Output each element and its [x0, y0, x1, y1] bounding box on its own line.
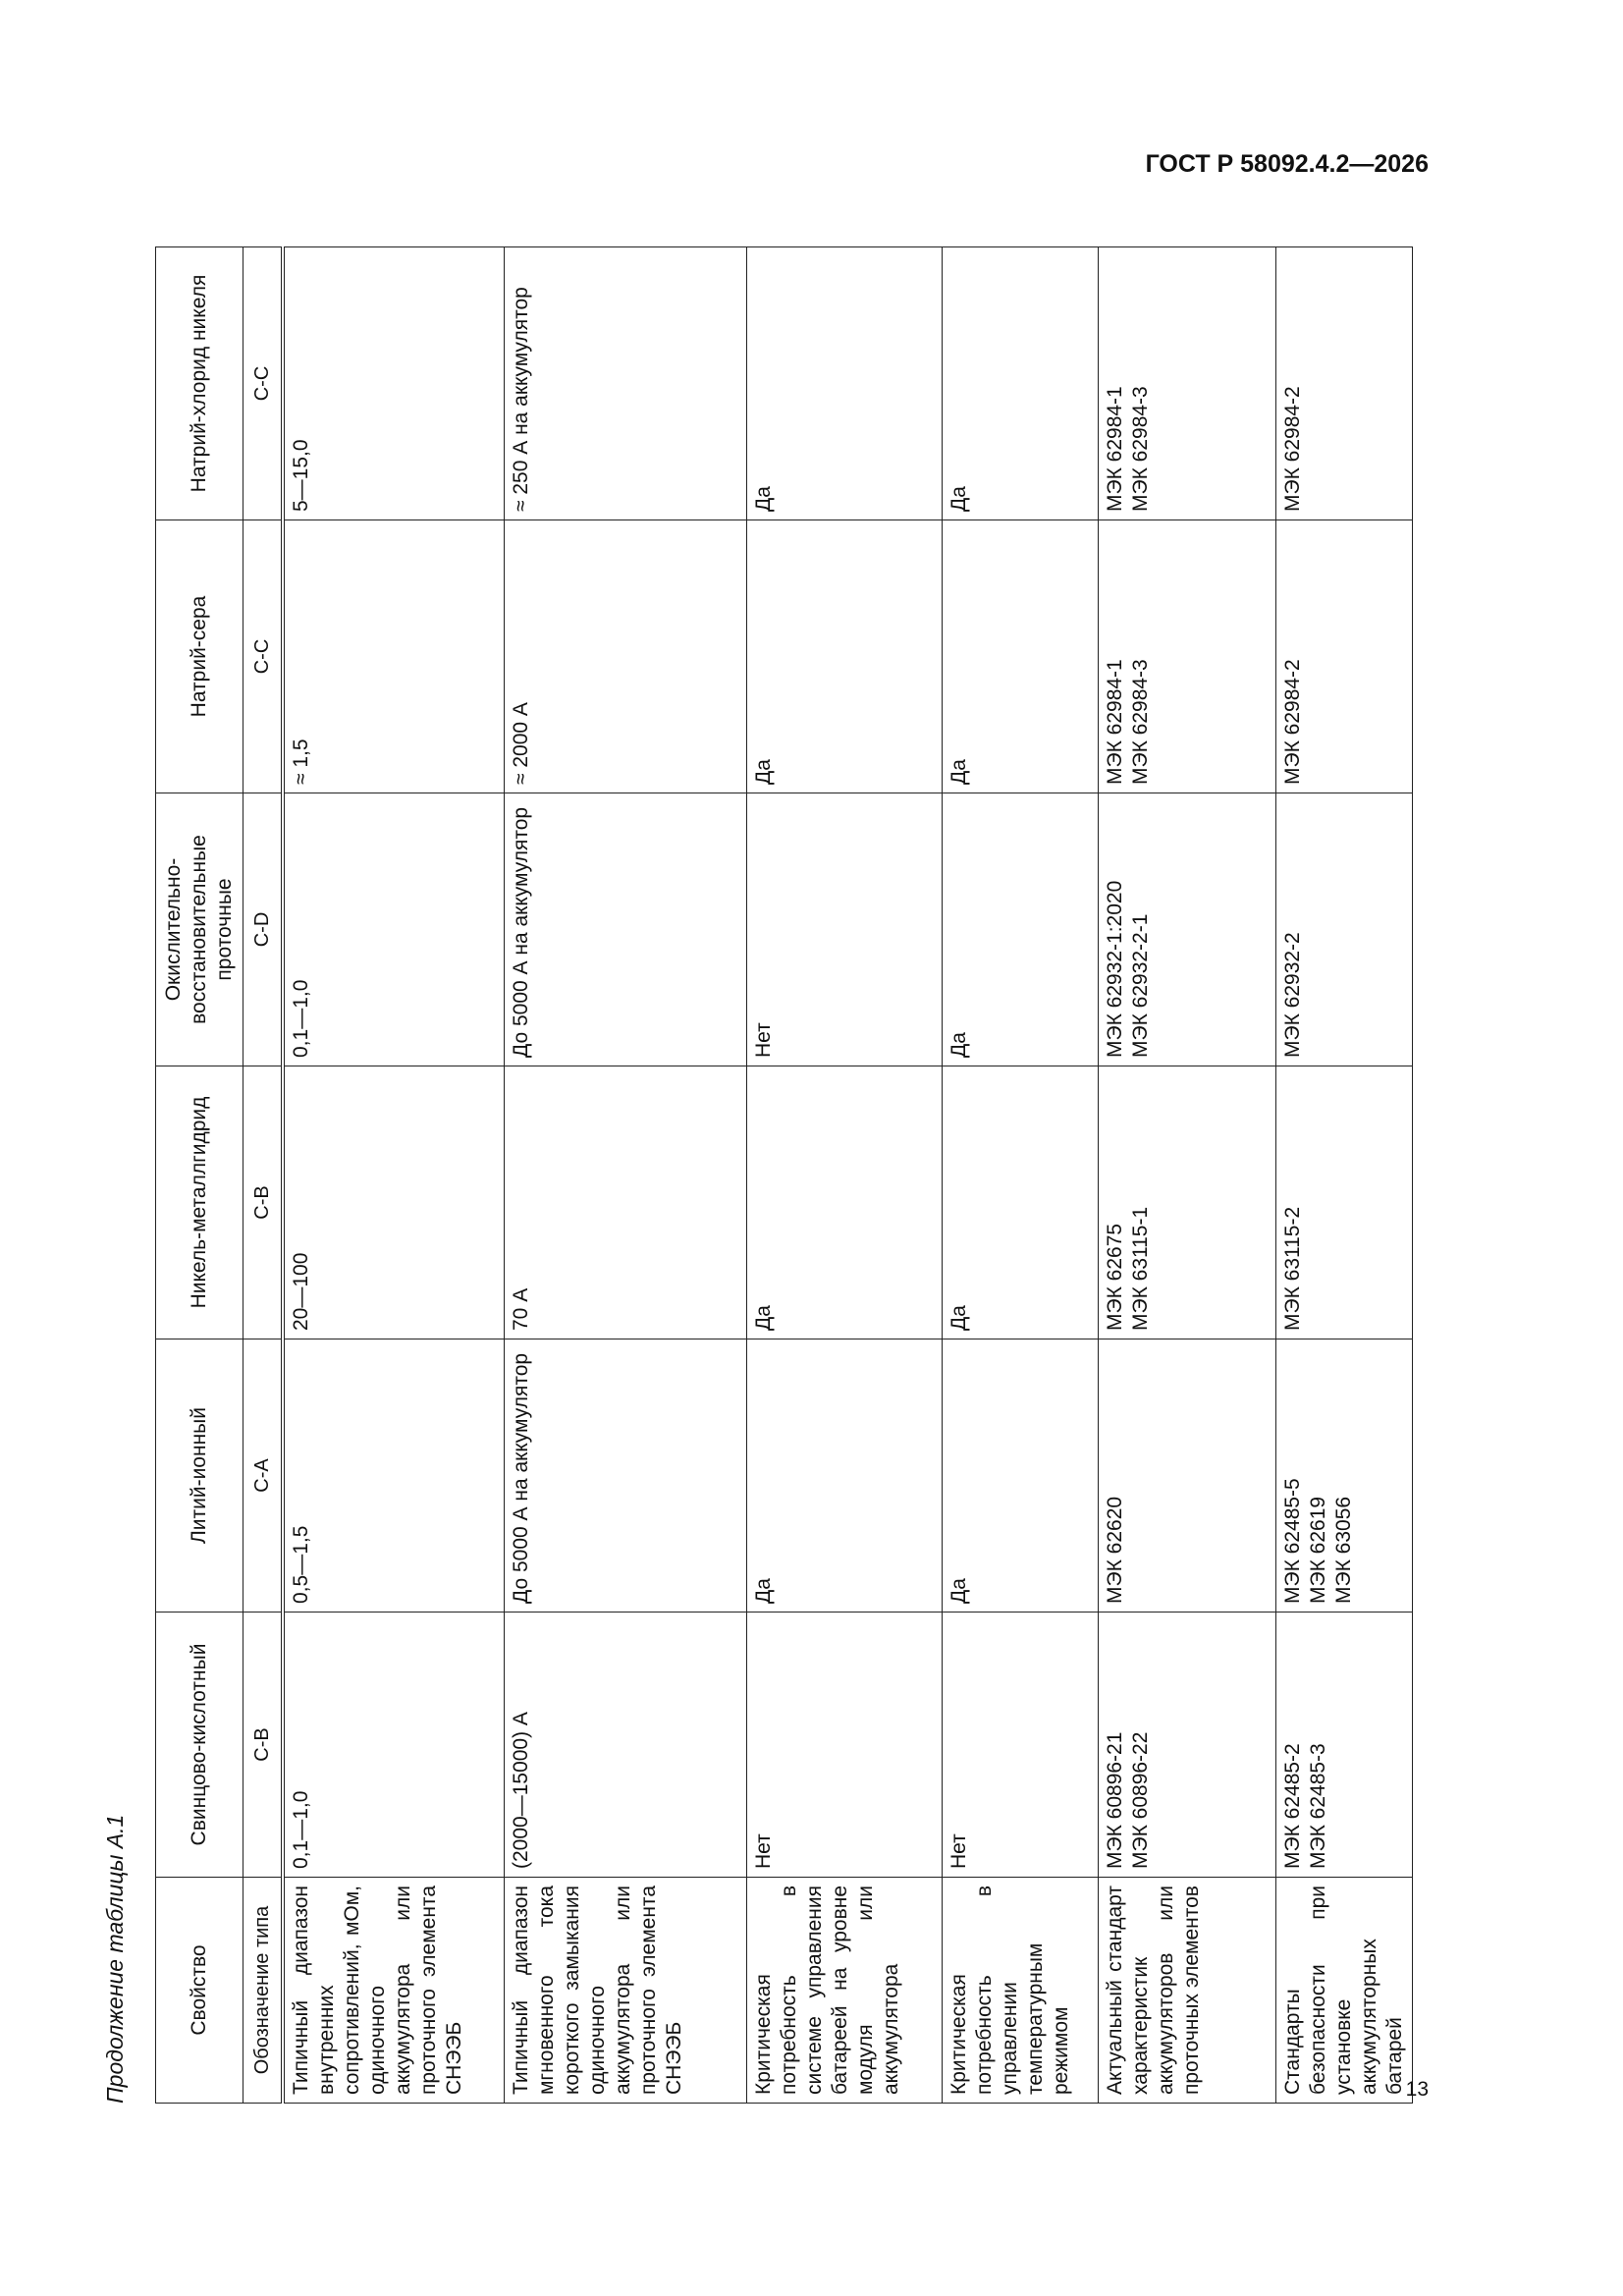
- value-cell: 0,1—1,0: [283, 1613, 505, 1878]
- value-cell: 5—15,0: [283, 247, 505, 520]
- value-cell: Да: [747, 247, 943, 520]
- value-cell: МЭК 62932-1:2020 МЭК 62932-2-1: [1099, 793, 1276, 1066]
- value-cell: (2000—15000) А: [505, 1613, 747, 1878]
- value-cell: Нет: [943, 1613, 1099, 1878]
- type-code-cell: C-A: [243, 1339, 284, 1613]
- property-cell: Стандарты безопасности при установке аккумуляторных батарей: [1276, 1878, 1413, 2104]
- property-cell: Критическая потребность в системе управления батареей на уровне модуля или аккумулятора: [747, 1878, 943, 2104]
- type-code-cell: C-C: [243, 247, 284, 520]
- value-cell: Да: [747, 1066, 943, 1339]
- table-row: [283, 247, 505, 2104]
- value-cell: 20—100: [283, 1066, 505, 1339]
- value-cell: Нет: [747, 1613, 943, 1878]
- table-row: [747, 247, 943, 2104]
- value-cell: МЭК 63115-2: [1276, 1066, 1413, 1339]
- table-row: [505, 247, 747, 2104]
- value-cell: Да: [747, 520, 943, 793]
- property-cell: Типичный диапазон мгновенного тока короткого замыкания одиночного аккумулятора или проточного элемента СНЭЭБ: [505, 1878, 747, 2104]
- property-cell: Типичный диапазон внутренних сопротивлений, мОм, одиночного аккумулятора или проточного элемента СНЭЭБ: [283, 1878, 505, 2104]
- value-cell: МЭК 62984-2: [1276, 520, 1413, 793]
- value-cell: Да: [943, 793, 1099, 1066]
- table-row: [943, 247, 1099, 2104]
- value-cell: 0,1—1,0: [283, 793, 505, 1066]
- header-cell: Свинцово-кислотный: [156, 1613, 243, 1878]
- table-header-row: [156, 247, 243, 2104]
- table-caption: Продолжение таблицы А.1: [102, 1814, 128, 2104]
- header-cell: Никель-металлгидрид: [156, 1066, 243, 1339]
- type-code-cell: C-B: [243, 1066, 284, 1339]
- value-cell: Да: [747, 1339, 943, 1613]
- value-cell: МЭК 62984-2: [1276, 247, 1413, 520]
- value-cell: Нет: [747, 793, 943, 1066]
- value-cell: Да: [943, 247, 1099, 520]
- rotated-table-area: [88, 247, 1434, 2104]
- property-cell: Критическая потребность в управлении температурным режимом: [943, 1878, 1099, 2104]
- value-cell: МЭК 62932-2: [1276, 793, 1413, 1066]
- value-cell: 0,5—1,5: [283, 1339, 505, 1613]
- value-cell: ≈ 250 А на аккумулятор: [505, 247, 747, 520]
- value-cell: 70 А: [505, 1066, 747, 1339]
- value-cell: Да: [943, 520, 1099, 793]
- header-cell: Натрий-сера: [156, 520, 243, 793]
- table-row: [1276, 247, 1413, 2104]
- value-cell: ≈ 2000 А: [505, 520, 747, 793]
- value-cell: Да: [943, 1066, 1099, 1339]
- value-cell: ≈ 1,5: [283, 520, 505, 793]
- table-row: [1099, 247, 1276, 2104]
- header-cell: Литий-ионный: [156, 1339, 243, 1613]
- value-cell: До 5000 А на аккумулятор: [505, 1339, 747, 1613]
- value-cell: МЭК 62620: [1099, 1339, 1276, 1613]
- value-cell: Да: [943, 1339, 1099, 1613]
- value-cell: МЭК 62485-5 МЭК 62619 МЭК 63056: [1276, 1339, 1413, 1613]
- battery-properties-table: [155, 246, 1413, 2104]
- value-cell: МЭК 62675 МЭК 63115-1: [1099, 1066, 1276, 1339]
- standard-code: ГОСТ Р 58092.4.2—2026: [1145, 150, 1429, 178]
- type-code-cell: C-B: [243, 1613, 284, 1878]
- property-cell: Актуальный стандарт характеристик аккумуляторов или проточных элементов: [1099, 1878, 1276, 2104]
- value-cell: МЭК 62485-2 МЭК 62485-3: [1276, 1613, 1413, 1878]
- header-cell: Окислительно-восстановительные проточные: [156, 793, 243, 1066]
- value-cell: МЭК 62984-1 МЭК 62984-3: [1099, 247, 1276, 520]
- value-cell: До 5000 А на аккумулятор: [505, 793, 747, 1066]
- type-code-row: [243, 247, 284, 2104]
- type-label-cell: Обозначение типа: [243, 1878, 284, 2104]
- header-cell: Натрий-хлорид никеля: [156, 247, 243, 520]
- type-code-cell: C-D: [243, 793, 284, 1066]
- value-cell: МЭК 60896-21 МЭК 60896-22: [1099, 1613, 1276, 1878]
- page-number: 13: [1405, 2078, 1429, 2101]
- type-code-cell: C-C: [243, 520, 284, 793]
- header-cell: Свойство: [156, 1878, 243, 2104]
- value-cell: МЭК 62984-1 МЭК 62984-3: [1099, 520, 1276, 793]
